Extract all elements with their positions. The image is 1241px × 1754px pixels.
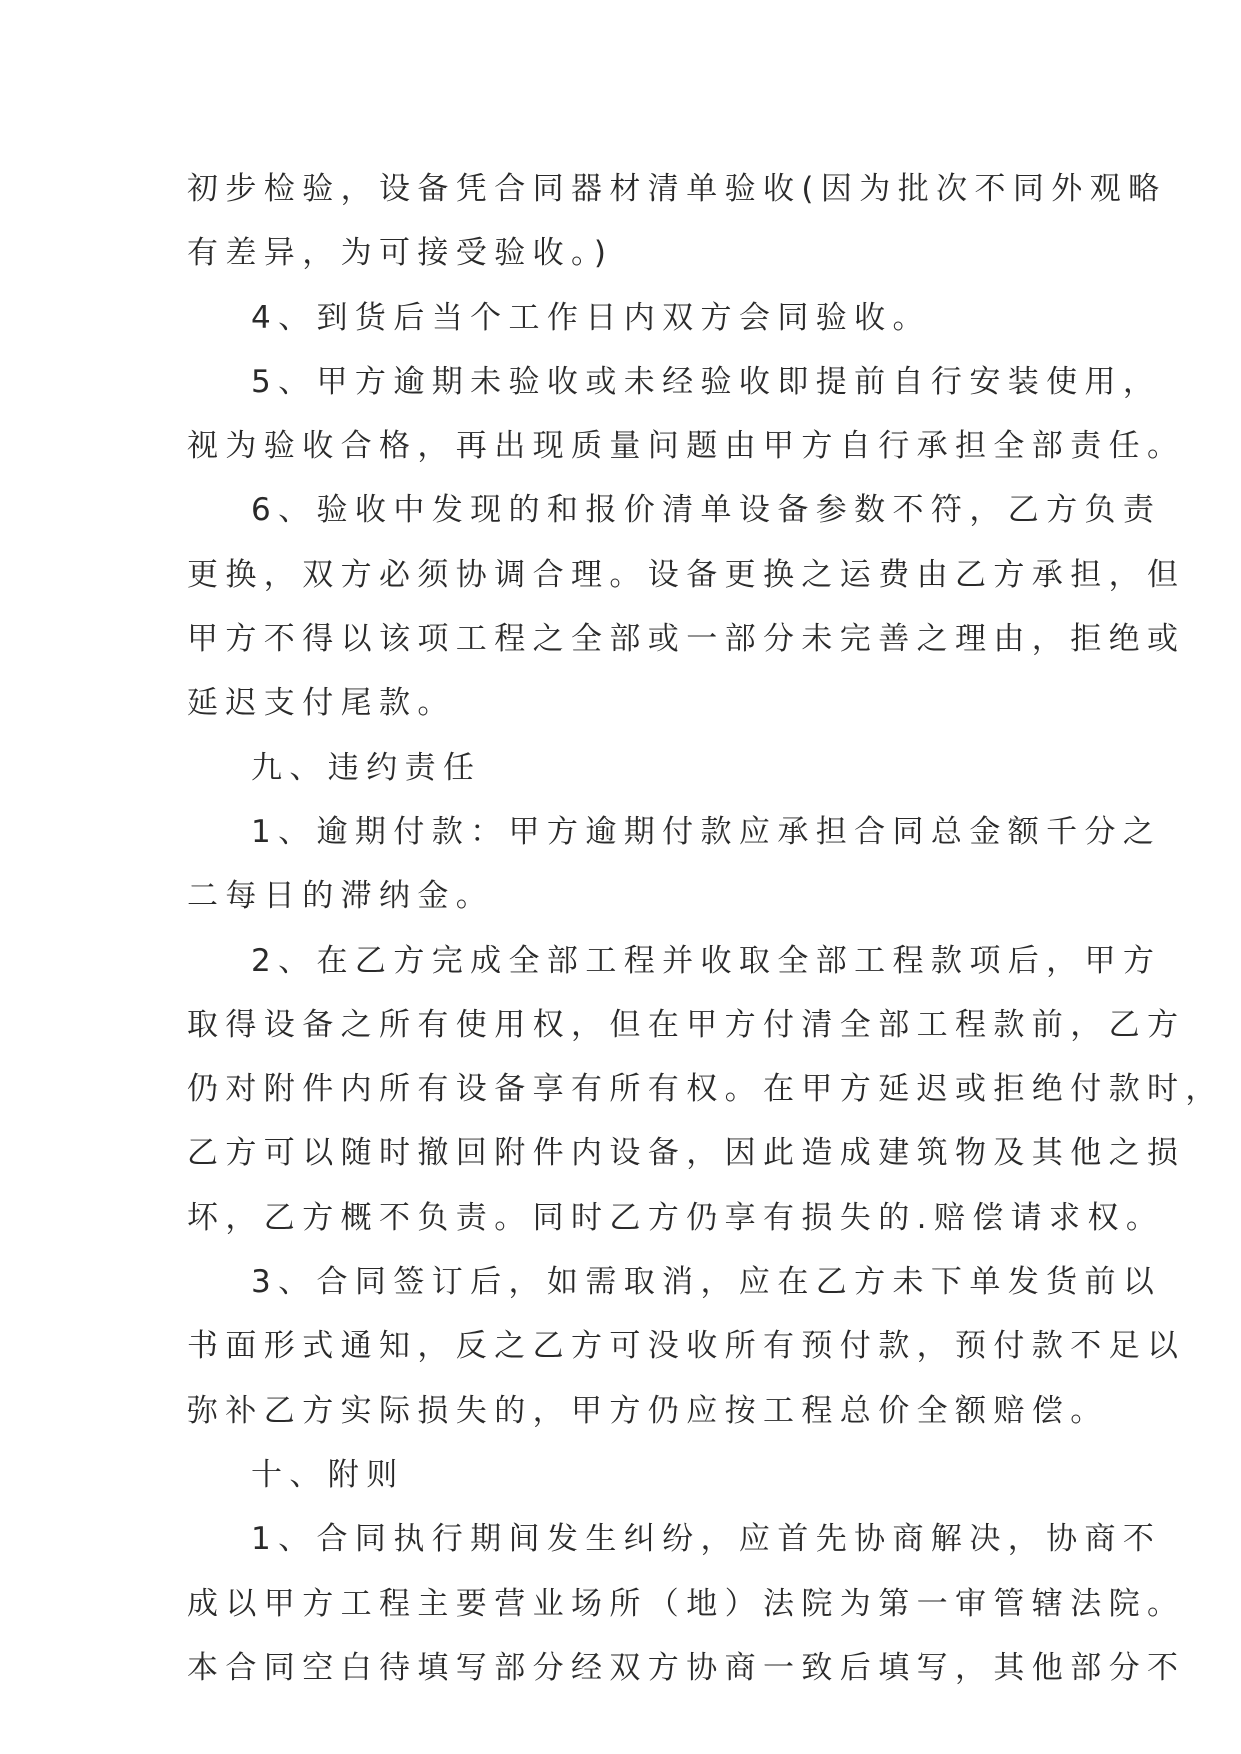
paragraph-line: 视为验收合格，再出现质量问题由甲方自行承担全部责任。 — [187, 428, 1186, 465]
paragraph-line: 初步检验，设备凭合同器材清单验收(因为批次不同外观略 — [187, 171, 1167, 207]
paragraph-line: 坏，乙方概不负责。同时乙方仍享有损失的.赔偿请求权。 — [187, 1199, 1165, 1236]
section-heading-supplementary: 十、附则 — [251, 1456, 405, 1493]
paragraph-line: 乙方可以随时撤回附件内设备，因此造成建筑物及其他之损 — [187, 1135, 1186, 1172]
paragraph-line: 有差异，为可接受验收。) — [187, 235, 614, 272]
paragraph-line: 弥补乙方实际损失的，甲方仍应按工程总价全额赔偿。 — [187, 1392, 1109, 1429]
breach-clause-1: 1、逾期付款：甲方逾期付款应承担合同总金额千分之 — [251, 813, 1162, 850]
paragraph-line: 更换，双方必须协调合理。设备更换之运费由乙方承担，但 — [187, 556, 1186, 593]
paragraph-line: 成以甲方工程主要营业场所（地）法院为第一审管辖法院。 — [187, 1585, 1186, 1622]
paragraph-line: 甲方不得以该项工程之全部或一部分未完善之理由，拒绝或 — [187, 621, 1186, 658]
document-body — [187, 157, 1224, 1700]
breach-clause-3: 3、合同签订后，如需取消，应在乙方未下单发货前以 — [251, 1264, 1162, 1301]
paragraph-line: 延迟支付尾款。 — [187, 685, 456, 722]
paragraph-line: 书面形式通知，反之乙方可没收所有预付款，预付款不足以 — [187, 1328, 1186, 1365]
clause-5: 5、甲方逾期未验收或未经验收即提前自行安装使用， — [251, 363, 1162, 400]
paragraph-line: 本合同空白待填写部分经双方协商一致后填写，其他部分不 — [187, 1649, 1186, 1686]
paragraph-line: 仍对附件内所有设备享有所有权。在甲方延迟或拒绝付款时， — [187, 1071, 1224, 1108]
clause-4: 4、到货后当个工作日内双方会同验收。 — [251, 299, 931, 336]
paragraph-line: 二每日的滞纳金。 — [187, 878, 495, 915]
section-heading-breach: 九、违约责任 — [251, 749, 482, 786]
clause-6: 6、验收中发现的和报价清单设备参数不符，乙方负责 — [251, 492, 1162, 529]
paragraph-line: 取得设备之所有使用权，但在甲方付清全部工程款前，乙方 — [187, 1006, 1186, 1043]
supplementary-clause-1: 1、合同执行期间发生纠纷，应首先协商解决，协商不 — [251, 1521, 1162, 1558]
breach-clause-2: 2、在乙方完成全部工程并收取全部工程款项后，甲方 — [251, 942, 1162, 979]
